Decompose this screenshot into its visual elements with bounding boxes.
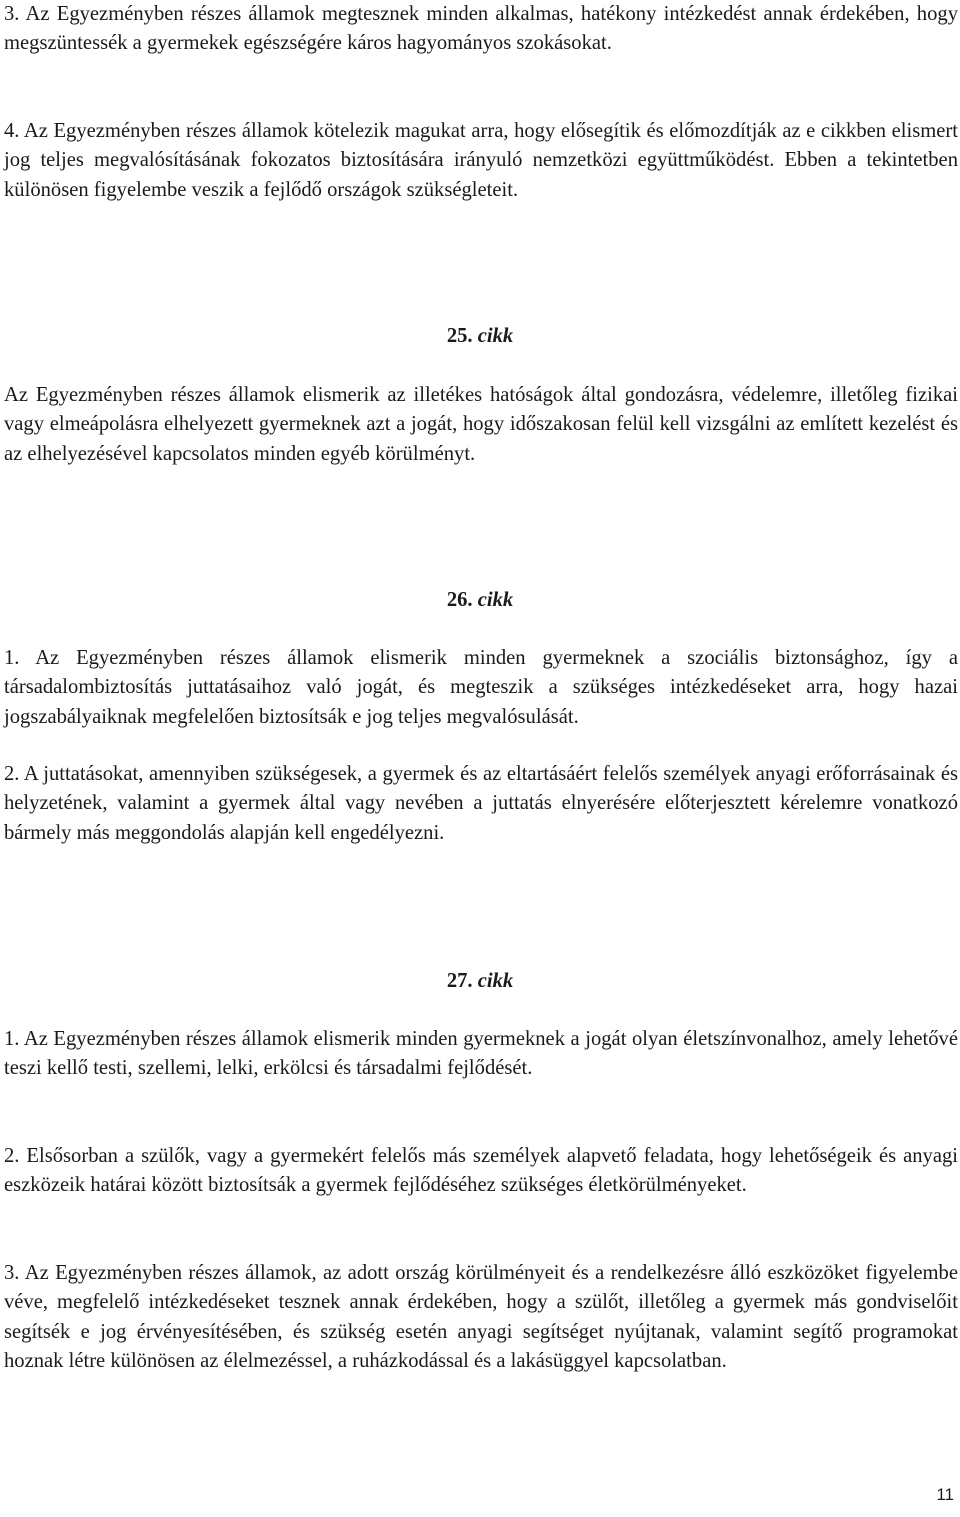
paragraph-article-27-point-1: 1. Az Egyezményben részes államok elismerik minden gyermeknek a jogát olyan életszínvonalhoz, amely lehetővé teszi kellő testi, szellemi, lelki, erkölcsi és társadalmi fejlődését. [4,1028,958,1080]
article-27-heading [0,967,960,996]
paragraph-article-26-point-2: 2. A juttatásokat, amennyiben szükségesek, a gyermek és az eltartásáért felelős személyek anyagi erőforrásainak és helyzetének, valamint a gyermek által vagy nevében a juttatás elnyerésére előterjesztett kérelemre vonatkozó bármely más meggondolás alapján kell engedélyezni. [4,763,958,844]
article-26-heading [0,586,960,615]
article-number: 26. [446,589,473,611]
article-word: cikk [477,325,514,347]
paragraph-article-24-point-4: 4. Az Egyezményben részes államok kötelezik magukat arra, hogy elősegítik és előmozdítják az e cikkben elismert jog teljes megvalósításának fokozatos biztosítására irányuló nemzetközi együttműködést. Ebben a tekintetben különösen figyelembe veszik a fejlődő országok szükségleteit. [4,120,958,201]
paragraph-article-27-point-3: 3. Az Egyezményben részes államok, az adott ország körülményeit és a rendelkezésre álló eszközöket figyelembe véve, megfelelő intézkedéseket tesznek annak érdekében, hogy a szülőt, illetőleg a gyermek más gondviselőit segítsék e jog érvényesítésében, és szükség esetén anyagi segítséget nyújtanak, valamint segítő programokat hoznak létre különösen az élelmezéssel, a ruházkodással és a lakásüggyel kapcsolatban. [4,1262,958,1373]
paragraph-article-25: Az Egyezményben részes államok elismerik az illetékes hatóságok által gondozásra, védelemre, illetőleg fizikai vagy elmeápolásra elhelyezett gyermeknek azt a jogát, hogy időszakosan felül kell vizsgálni az említett kezelést és az elhelyezésével kapcsolatos minden egyéb körülményt. [4,384,958,465]
article-number: 27. [446,970,473,992]
article-number: 25. [446,325,473,347]
page-number: 11 [936,1485,954,1504]
paragraph-article-27-point-2: 2. Elsősorban a szülők, vagy a gyermekért felelős más személyek alapvető feladata, hogy lehetőségeik és anyagi eszközeik határai között biztosítsák a gyermek fejlődéséhez szükséges életkörülményeket. [4,1145,958,1197]
article-25-heading [0,322,960,351]
paragraph-article-26-point-1: 1. Az Egyezményben részes államok elismerik minden gyermeknek a szociális biztonsághoz, így a társadalombiztosítás juttatásaihoz való jogát, és megteszik a szükséges intézkedéseket arra, hogy hazai jogszabályaiknak megfelelően biztosítsák e jog teljes megvalósulását. [4,647,958,728]
article-word: cikk [477,589,514,611]
article-word: cikk [477,970,514,992]
paragraph-article-24-point-3: 3. Az Egyezményben részes államok megtesznek minden alkalmas, hatékony intézkedést annak érdekében, hogy megszüntessék a gyermekek egészségére káros hagyományos szokásokat. [4,3,958,55]
